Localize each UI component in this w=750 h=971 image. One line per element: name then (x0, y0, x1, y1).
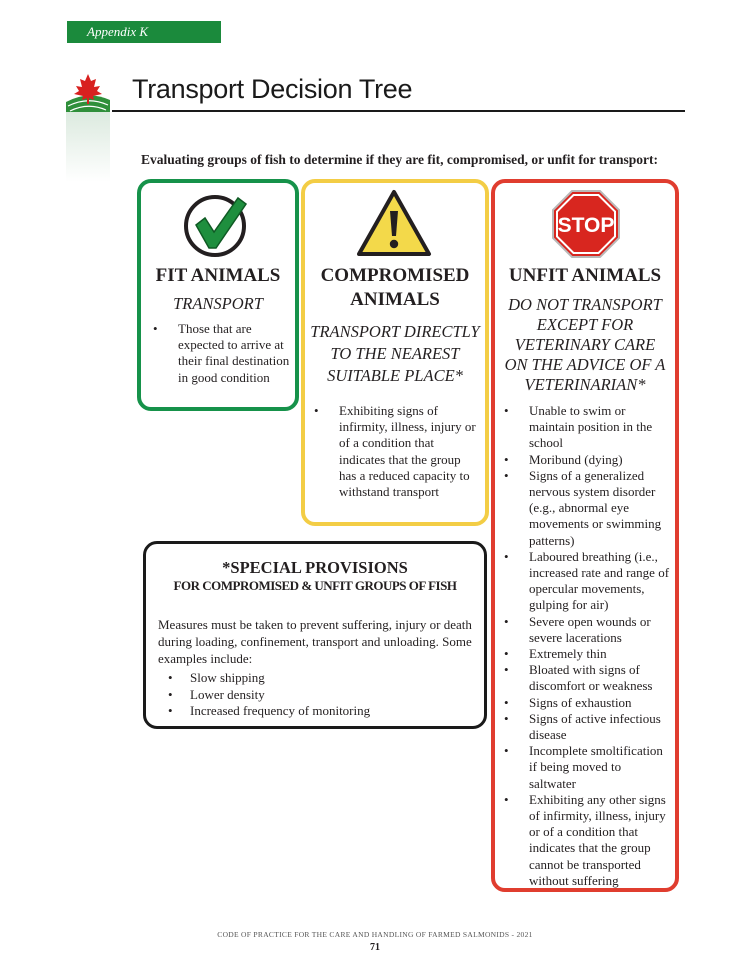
unfit-action-4: ON THE ADVICE OF A (504, 355, 666, 374)
unfit-action-5: VETERINARIAN* (524, 375, 646, 394)
special-provisions-subtitle: FOR COMPROMISED & UNFIT GROUPS OF FISH (173, 578, 457, 593)
special-provisions-list (168, 670, 370, 720)
stop-sign-icon (551, 189, 621, 259)
list-item: • Lower density (168, 687, 370, 704)
unfit-action-2: EXCEPT FOR (536, 315, 634, 334)
compromised-criteria-list (313, 403, 478, 500)
special-provisions-title: *SPECIAL PROVISIONS (222, 558, 408, 577)
list-item: • Incomplete smoltification if being moved to saltwater (503, 743, 671, 792)
list-item: • Signs of active infectious disease (503, 711, 671, 743)
list-item: • Unable to swim or maintain position in the school (503, 403, 671, 452)
unfit-action-1: DO NOT TRANSPORT (508, 295, 662, 314)
unfit-action-3: VETERINARY CARE (514, 335, 656, 354)
appendix-label: Appendix K (87, 24, 149, 39)
intro-text: Evaluating groups of fish to determine if they are fit, compromised, or unfit for transport: (141, 152, 658, 167)
special-provisions-box (143, 541, 487, 729)
list-item: • Signs of a generalized nervous system disorder (e.g., abnormal eye movements or swimming patterns) (503, 468, 671, 549)
warning-icon (356, 189, 432, 257)
page-title: Transport Decision Tree (132, 74, 413, 104)
list-item: • Exhibiting any other signs of infirmity, illness, injury or of a condition that indicates that the group cannot be transported without suffering (503, 792, 671, 889)
maple-leaf-farm-icon (66, 72, 110, 116)
unfit-animals-title: UNFIT ANIMALS (508, 265, 662, 286)
compromised-animals-title-1: COMPROMISED (320, 265, 470, 286)
list-item: • Extremely thin (503, 646, 671, 662)
unfit-criteria-list (503, 403, 671, 889)
compromised-action-1: TRANSPORT DIRECTLY (310, 322, 480, 341)
list-item: • Slow shipping (168, 670, 370, 687)
fit-criteria-list (152, 321, 292, 386)
footer-text: CODE OF PRACTICE FOR THE CARE AND HANDLING OF FARMED SALMONIDS - 2021 (217, 930, 533, 939)
list-item: • Exhibiting signs of infirmity, illness, injury or of a condition that indicates that the group has a reduced capacity to withstand transport (313, 403, 478, 500)
list-item: • Signs of exhaustion (503, 695, 671, 711)
compromised-animals-title-2: ANIMALS (350, 289, 440, 310)
page-number: 71 (370, 942, 380, 953)
fit-animals-title: FIT ANIMALS (155, 265, 281, 286)
compromised-action-3: SUITABLE PLACE* (327, 366, 463, 385)
fit-animals-action: TRANSPORT (173, 294, 263, 313)
title-divider (112, 110, 685, 112)
list-item: • Moribund (dying) (503, 452, 671, 468)
logo (66, 72, 110, 182)
special-provisions-body: Measures must be taken to prevent suffering, injury or death during loading, confinement, transport and unloading. Some examples include: (158, 617, 472, 666)
list-item: • Bloated with signs of discomfort or weakness (503, 662, 671, 694)
list-item: • Those that are expected to arrive at their final destination in good condition (152, 321, 292, 386)
stop-sign-text: STOP (557, 214, 615, 237)
list-item: • Laboured breathing (i.e., increased rate and range of opercular movements, gulping for air) (503, 549, 671, 614)
checkmark-icon (182, 192, 250, 258)
list-item: • Severe open wounds or severe lacerations (503, 614, 671, 646)
compromised-action-2: TO THE NEAREST (330, 344, 460, 363)
appendix-tab (67, 21, 221, 43)
list-item: • Increased frequency of monitoring (168, 703, 370, 720)
